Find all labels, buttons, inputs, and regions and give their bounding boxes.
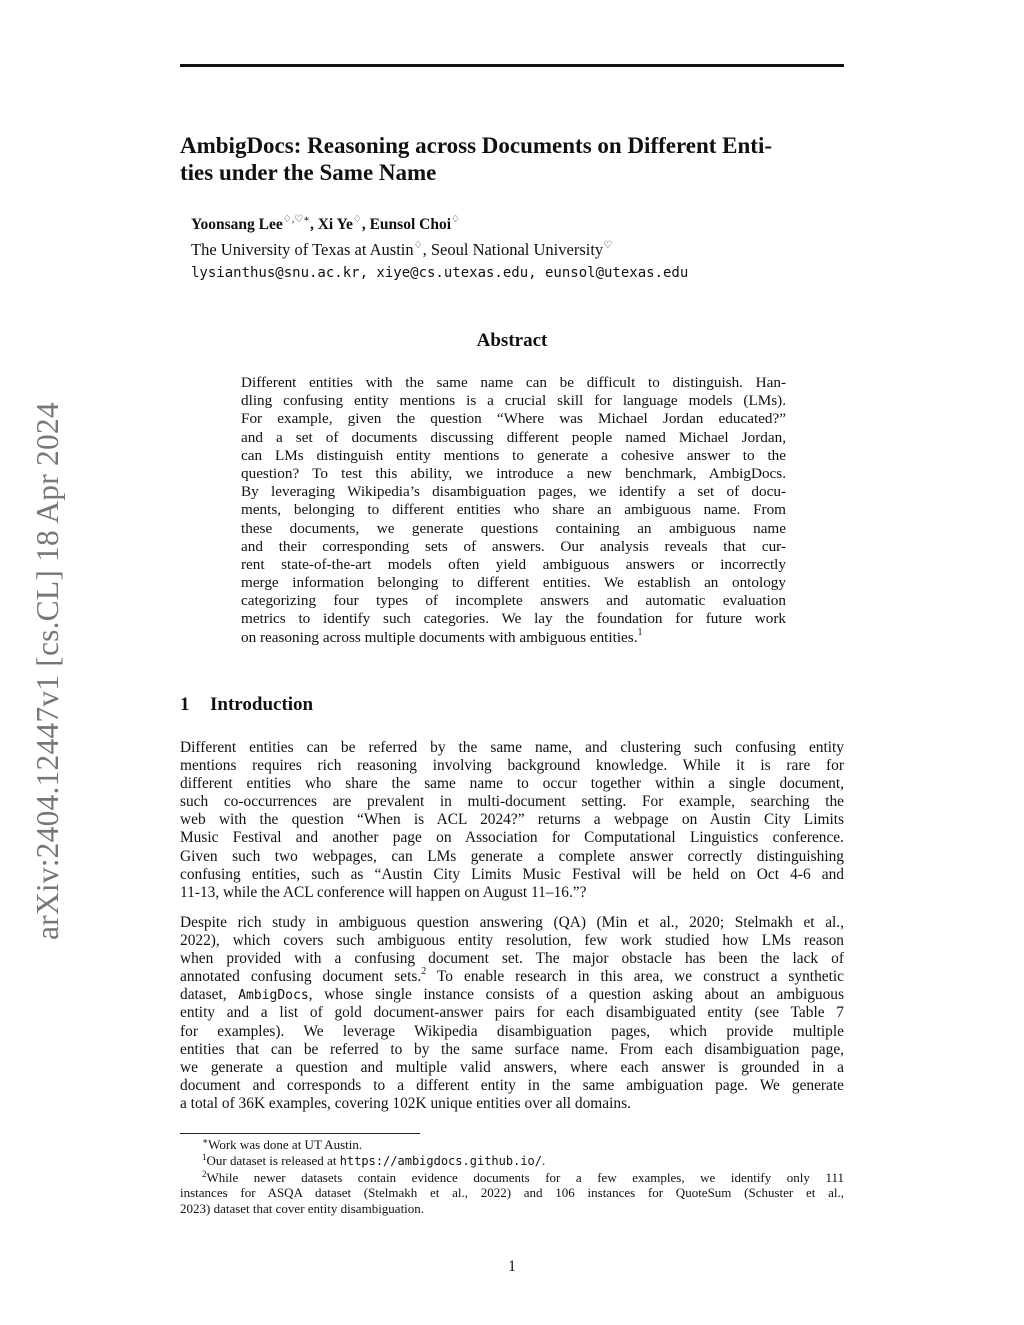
abstract-line-text: on reasoning across multiple documents with ambiguous entities. (241, 628, 638, 646)
paragraph-line: entities that can be referred to by the same surface name. From each disambiguation page, (180, 1040, 844, 1058)
abstract-line (241, 626, 786, 647)
paragraph-line: we generate a question and multiple valid answers, where each answer is grounded in a (180, 1058, 844, 1076)
paragraph-line: for examples). We leverage Wikipedia disambiguation pages, which provide multiple (180, 1022, 844, 1040)
paragraph-line: Different entities can be referred by the same name, and clustering such confusing entity (180, 739, 844, 756)
footnote-2-line: 2023) dataset that cover entity disambiguation. (180, 1201, 425, 1217)
paragraph-line: when provided with a confusing document set. The major obstacle has been the lack of (180, 950, 844, 968)
author-emails: lysianthus@snu.ac.kr, xiye@cs.utexas.edu, eunsol@utexas.edu (191, 265, 689, 281)
abstract-line: dling confusing entity mentions is a crucial skill for language models (LMs). (241, 392, 786, 410)
abstract-line: and a set of documents discussing different people named Michael Jordan, (241, 428, 786, 446)
paragraph-line: such co-occurrences are prevalent in multi-document setting. For example, searching the (180, 793, 844, 811)
page-number: 1 (508, 1258, 516, 1275)
paragraph-line: confusing entities, such as “Austin City Limits Music Festival will be held on Oct 4-6 and (180, 865, 844, 883)
footnote-0 (180, 1137, 844, 1153)
paragraph-line (180, 968, 844, 986)
abstract-line: metrics to identify such categories. We lay the foundation for future work (241, 610, 786, 628)
author-marks: ♢ (451, 214, 460, 225)
affiliations (191, 240, 612, 260)
line-text: dataset, (180, 986, 239, 1004)
author-list (191, 216, 460, 234)
affiliation-mark: ♢ (413, 240, 423, 251)
footnote-text: Our dataset is released at (206, 1152, 340, 1168)
footnote-text: While newer datasets contain evidence documents for a few examples, we identify only 111 (206, 1169, 844, 1185)
paragraph-line: web with the question “When is ACL 2024?” returns a webpage on Austin City Limits (180, 811, 844, 829)
affiliation-text: The University of Texas at Austin (191, 240, 414, 259)
abstract-line: By leveraging Wikipedia’s disambiguation pages, we identify a set of docu- (241, 483, 786, 501)
abstract-heading: Abstract (476, 330, 548, 351)
abstract-line: merge information belonging to different entities. We establish an ontology (241, 574, 786, 592)
affiliation-mark: ♡ (603, 240, 613, 251)
abstract-body (241, 374, 786, 647)
abstract-line: For example, given the question “Where was Michael Jordan educated?” (241, 410, 786, 428)
paragraph-line: Given such two webpages, can LMs generate a complete answer correctly distinguishing (180, 847, 844, 865)
footnote-text: Work was done at UT Austin. (208, 1137, 363, 1152)
abstract-line: rent state-of-the-art models often yield ambiguous answers or incorrectly (241, 555, 786, 573)
footnotes (180, 1137, 844, 1217)
footnote-mark: ∗ (202, 1136, 209, 1146)
paragraph-line: Music Festival and another page on Association for Computational Linguistics conference. (180, 829, 844, 847)
author-marks: ♢ (352, 214, 362, 225)
footnote-rule (180, 1133, 420, 1134)
top-rule (180, 64, 844, 67)
paragraph-line (180, 986, 844, 1004)
author-name: Yoonsang Lee (191, 216, 283, 233)
footnote-mark: 2 (202, 1168, 207, 1179)
section-heading (180, 694, 313, 716)
abstract-line: these documents, we generate questions containing an ambiguous name (241, 519, 786, 537)
paragraph-line: document and corresponds to a different entity in the same ambiguation page. We generate (180, 1076, 844, 1094)
author-name: , Eunsol Choi (361, 216, 452, 233)
intro-paragraph-2 (180, 914, 844, 1113)
paragraph-line: 11-13, while the ACL conference will happen on August 11–16.”? (180, 883, 587, 901)
line-text: , whose single instance consists of a question asking about an ambiguous (308, 986, 844, 1004)
abstract-line: can LMs distinguish entity mentions to generate a cohesive answer to the (241, 446, 786, 464)
section-title: Introduction (210, 694, 314, 715)
abstract-line: ments, belonging to different entities who share an ambiguous name. From (241, 501, 786, 519)
dataset-url-link[interactable]: https://ambigdocs.github.io/ (339, 1153, 542, 1168)
dataset-name-code: AmbigDocs (238, 988, 309, 1004)
paragraph-line: 2022), which covers such ambiguous entity resolution, few work studied how LMs reason (180, 932, 844, 950)
footnote-ref[interactable]: 1 (637, 626, 643, 638)
paragraph-line: a total of 36K examples, covering 102K unique entities over all domains. (180, 1094, 631, 1112)
paragraph-line: Despite rich study in ambiguous question answering (QA) (Min et al., 2020; Stelmakh et al., (180, 914, 844, 931)
paragraph-line: mentions requires rich reasoning involving background knowledge. While it is rare for (180, 757, 844, 775)
author-marks: ♢,♡∗ (282, 214, 310, 225)
line-text: annotated confusing document sets. (180, 968, 422, 986)
footnote-2-line: instances for ASQA dataset (Stelmakh et al., 2022) and 106 instances for QuoteSum (Schuster et al., (180, 1185, 844, 1201)
paragraph-line: different entities who share the same name to occur together within a single document, (180, 775, 844, 793)
arxiv-stamp: arXiv:2404.12447v1 [cs.CL] 18 Apr 2024 (30, 402, 65, 940)
abstract-line: question? To test this ability, we introduce a new benchmark, AmbigDocs. (241, 464, 786, 482)
paragraph-line: entity and a list of gold document-answer pairs for each disambiguated entity (see Table 7 (180, 1004, 844, 1022)
abstract-line: Different entities with the same name can be difficult to distinguish. Han- (241, 374, 786, 391)
paper-title (180, 132, 860, 186)
title-line: AmbigDocs: Reasoning across Documents on Different Enti- (180, 133, 773, 158)
affiliation-text: , Seoul National University (422, 240, 604, 259)
footnote-2-line (180, 1170, 844, 1186)
section-number: 1 (180, 694, 190, 715)
abstract-line: and their corresponding sets of answers. Our analysis reveals that cur- (241, 537, 786, 555)
title-line: ties under the Same Name (180, 160, 437, 185)
footnote-text: . (542, 1152, 546, 1168)
footnote-1 (180, 1153, 844, 1170)
line-text: To enable research in this area, we construct a synthetic (426, 968, 844, 986)
footnote-ref[interactable]: 2 (421, 966, 427, 978)
author-name: , Xi Ye (309, 216, 353, 233)
abstract-line: categorizing four types of incomplete answers and automatic evaluation (241, 592, 786, 610)
footnote-mark: 1 (202, 1151, 207, 1162)
intro-paragraph-1 (180, 739, 844, 902)
